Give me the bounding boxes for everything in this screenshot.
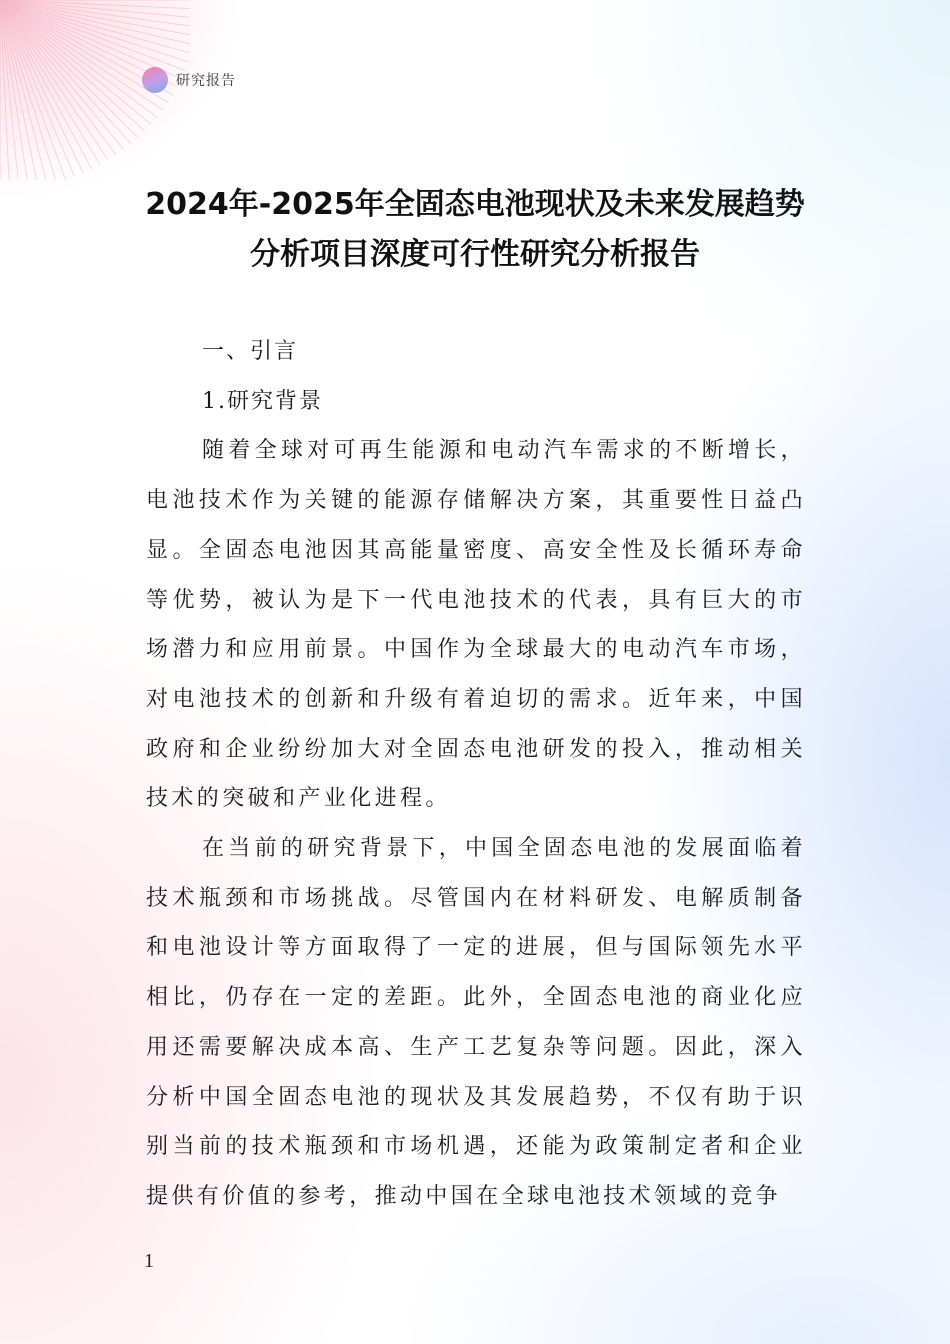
- document-body: [146, 327, 806, 1222]
- report-header: [142, 67, 236, 93]
- body-paragraph-2: 在当前的研究背景下，中国全固态电池的发展面临着技术瓶颈和市场挑战。尽管国内在材料研发、电解质制备和电池设计等方面取得了一定的进展，但与国际领先水平相比，仍存在一定的差距。此外，全固态电池的商业化应用还需要解决成本高、生产工艺复杂等问题。因此，深入分析中国全固态电池的现状及其发展趋势，不仅有助于识别当前的技术瓶颈和市场机遇，还能为政策制定者和企业提供有价值的参考，推动中国在全球电池技术领域的竞争: [146, 836, 806, 1209]
- document-title: 2024年-2025年全固态电池现状及未来发展趋势分析项目深度可行性研究分析报告: [145, 187, 805, 272]
- report-type-label: 研究报告: [176, 73, 236, 89]
- subsection-heading: 1.研究背景: [202, 388, 323, 414]
- section-heading: 一、引言: [202, 339, 299, 364]
- body-paragraph-1: 随着全球对可再生能源和电动汽车需求的不断增长，电池技术作为关键的能源存储解决方案，其重要性日益凸显。全固态电池因其高能量密度、高安全性及长循环寿命等优势，被认为是下一代电池技术的代表，具有巨大的市场潜力和应用前景。中国作为全球最大的电动汽车市场，对电池技术的创新和升级有着迫切的需求。近年来，中国政府和企业纷纷加大对全固态电池研发的投入，推动相关技术的突破和产业化进程。: [146, 438, 806, 812]
- logo-circle-icon: [142, 67, 168, 93]
- page-number: 1: [144, 1250, 154, 1272]
